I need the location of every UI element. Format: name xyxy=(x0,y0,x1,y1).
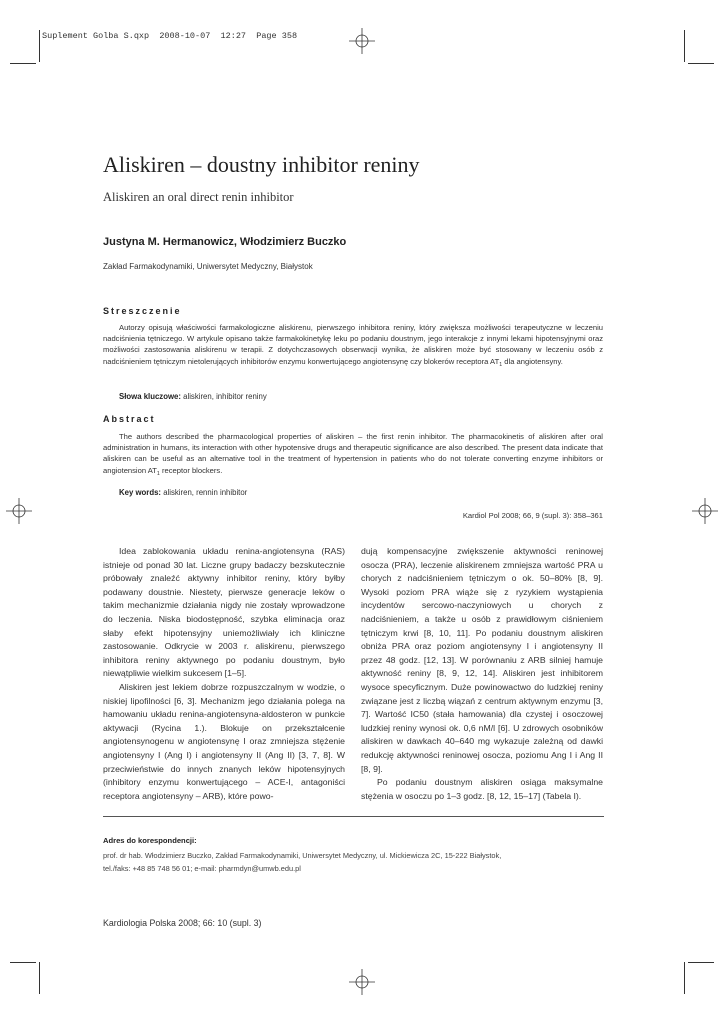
journal-footer: Kardiologia Polska 2008; 66: 10 (supl. 3) xyxy=(103,918,262,928)
registration-mark-icon xyxy=(6,498,32,524)
registration-mark-icon xyxy=(349,28,375,54)
registration-mark-icon xyxy=(349,969,375,995)
print-slug: Suplement Golba S.qxp 2008-10-07 12:27 Page 358 xyxy=(42,31,298,41)
paragraph: Po podaniu doustnym aliskiren osiąga maksymalne stężenia w osoczu po 1–3 godz. [8, 12, 15–17] (Tabela I). xyxy=(361,777,603,801)
paragraph: Aliskiren jest lekiem dobrze rozpuszczalnym w wodzie, o niskiej lipofilności [6, 3]. Mechanizm jego działania polega na hamowaniu układu renina-angiotensyna-aldosteron w punkcie aktywacji (Rycina 1.). Blokuje on przekształcenie angiotensynogenu w angiotensynę I oraz zmniejsza stężenie angiotensyny I (Ang I) i angiotensyny II (Ang II) [3, 7, 8]. W przeciwieństwie do innych znanych leków hipotensyjnych (inhibitory enzymu konwertującego – ACE-I, antagoniści receptora angiotensyny – ARB), które powo- xyxy=(103,681,345,801)
abstract-keywords: Key words: aliskiren, rennin inhibitor xyxy=(119,488,248,497)
abstract-heading: Abstract xyxy=(103,414,156,424)
registration-mark-icon xyxy=(692,498,718,524)
abstract-text: The authors described the pharmacological properties of aliskiren – the first renin inhibitor. The pharmacokinetis of aliskiren after oral administration in humans, its interaction with other hypotensive drugs and therapeutic significance are also described. The present data indicate that aliskiren can be useful as an alternative tool in the treatment of hypertension in patients who do not tolerate converting enzyme inhibitors or angiotension $AT_1$ receptor blockers. xyxy=(103,432,603,477)
paragraph: Idea zablokowania układu renina-angiotensyna (RAS) istnieje od ponad 30 lat. Liczne grupy badaczy bezskutecznie próbowały znaleźć aktywny inhibitor reniny, który byłby podawany doustnie. Niestety, pierwsze generacje leków o takim mechanizmie działania nigdy nie zostały wprowadzone do leczenia. Niska biodostępność, szybka eliminacja oraz słaby efekt hipotensyjny uniemożliwiały ich kliniczne zastosowanie. Odkrycie w 2003 r. aliskirenu, pierwszego inhibitora reniny aktywnego po podaniu doustnym, było niewątpliwie wielkim sukcesem [1–5]. xyxy=(103,546,345,679)
article-subtitle: Aliskiren an oral direct renin inhibitor xyxy=(103,190,294,204)
affiliation: Zakład Farmakodynamiki, Uniwersytet Medyczny, Białystok xyxy=(103,262,313,271)
streszczenie-keywords: Słowa kluczowe: aliskiren, inhibitor reniny xyxy=(119,392,267,401)
correspondence-contact: tel./faks: +48 85 748 56 01; e-mail: pharmdyn@umwb.edu.pl xyxy=(103,864,301,873)
citation: Kardiol Pol 2008; 66, 9 (supl. 3): 358–361 xyxy=(462,511,603,520)
body-column-left xyxy=(103,545,345,803)
streszczenie-heading: Streszczenie xyxy=(103,306,182,316)
body-column-right xyxy=(361,545,603,803)
authors: Justyna M. Hermanowicz, Włodzimierz Buczko xyxy=(103,236,347,248)
correspondence-label: Adres do korespondencji: xyxy=(103,836,197,845)
correspondence-address: prof. dr hab. Włodzimierz Buczko, Zakład Farmakodynamiki, Uniwersytet Medyczny, ul. Mickiewicza 2C, 15-222 Białystok, xyxy=(103,851,502,860)
streszczenie-text: Autorzy opisują właściwości farmakologiczne aliskirenu, pierwszego inhibitora reniny, który zwiększa możliwości terapeutyczne w leczeniu nadciśnienia tętniczego. W artykule opisano także farmakokinetykę leku po podaniu doustnym, jego interakcje z innymi lekami hipotensyjnymi oraz możliwości zastosowania aliskirenu w terapii. Z dotychczasowych obserwacji wynika, że aliskiren może być stosowany w leczeniu osób z nadciśnieniem tętniczym nietolerujących inhibitorów enzymu konwertującego angiotensynę czy blokerów receptora $AT_1$ dla angiotensyny. xyxy=(103,323,603,368)
divider xyxy=(103,816,604,817)
paragraph: dują kompensacyjne zwiększenie aktywności reninowej osocza (PRA), leczenie aliskirenem zmniejsza wartość PRA u chorych z nadciśnieniem tętniczym o ok. 50–80% [8, 9]. Wysoki poziom PRA wiąże się z ryzykiem wystąpienia incydentów sercowo-naczyniowych u chorych z nadciśnieniem, a także u osób z prawidłowym ciśnieniem tętniczym krwi [8, 10, 11]. Po podaniu doustnym aliskiren obniża PRA oraz poziom angiotensyny I i angiotensyny II przez 48 godz. [12, 13]. W porównaniu z ARB silniej hamuje aktywność reniny [8, 9, 12, 14]. Aliskiren jest inhibitorem wysoce specyficznym. Duże powinowactwo do ludzkiej reniny związane jest z liczbą wiązań z centrum aktywnym enzymu [3, 7]. Wartość IC50 (stała hamowania) dla czystej i osoczowej ludzkiej reniny wynosi ok. 0,6 nM/l [6]. U zdrowych osobników aliskiren w dawkach 40–640 mg wykazuje zależną od dawki redukcję aktywności reninowej osocza, poziomu Ang I i Ang II [8, 9]. xyxy=(361,546,603,774)
article-title: Aliskiren – doustny inhibitor reniny xyxy=(103,152,420,177)
